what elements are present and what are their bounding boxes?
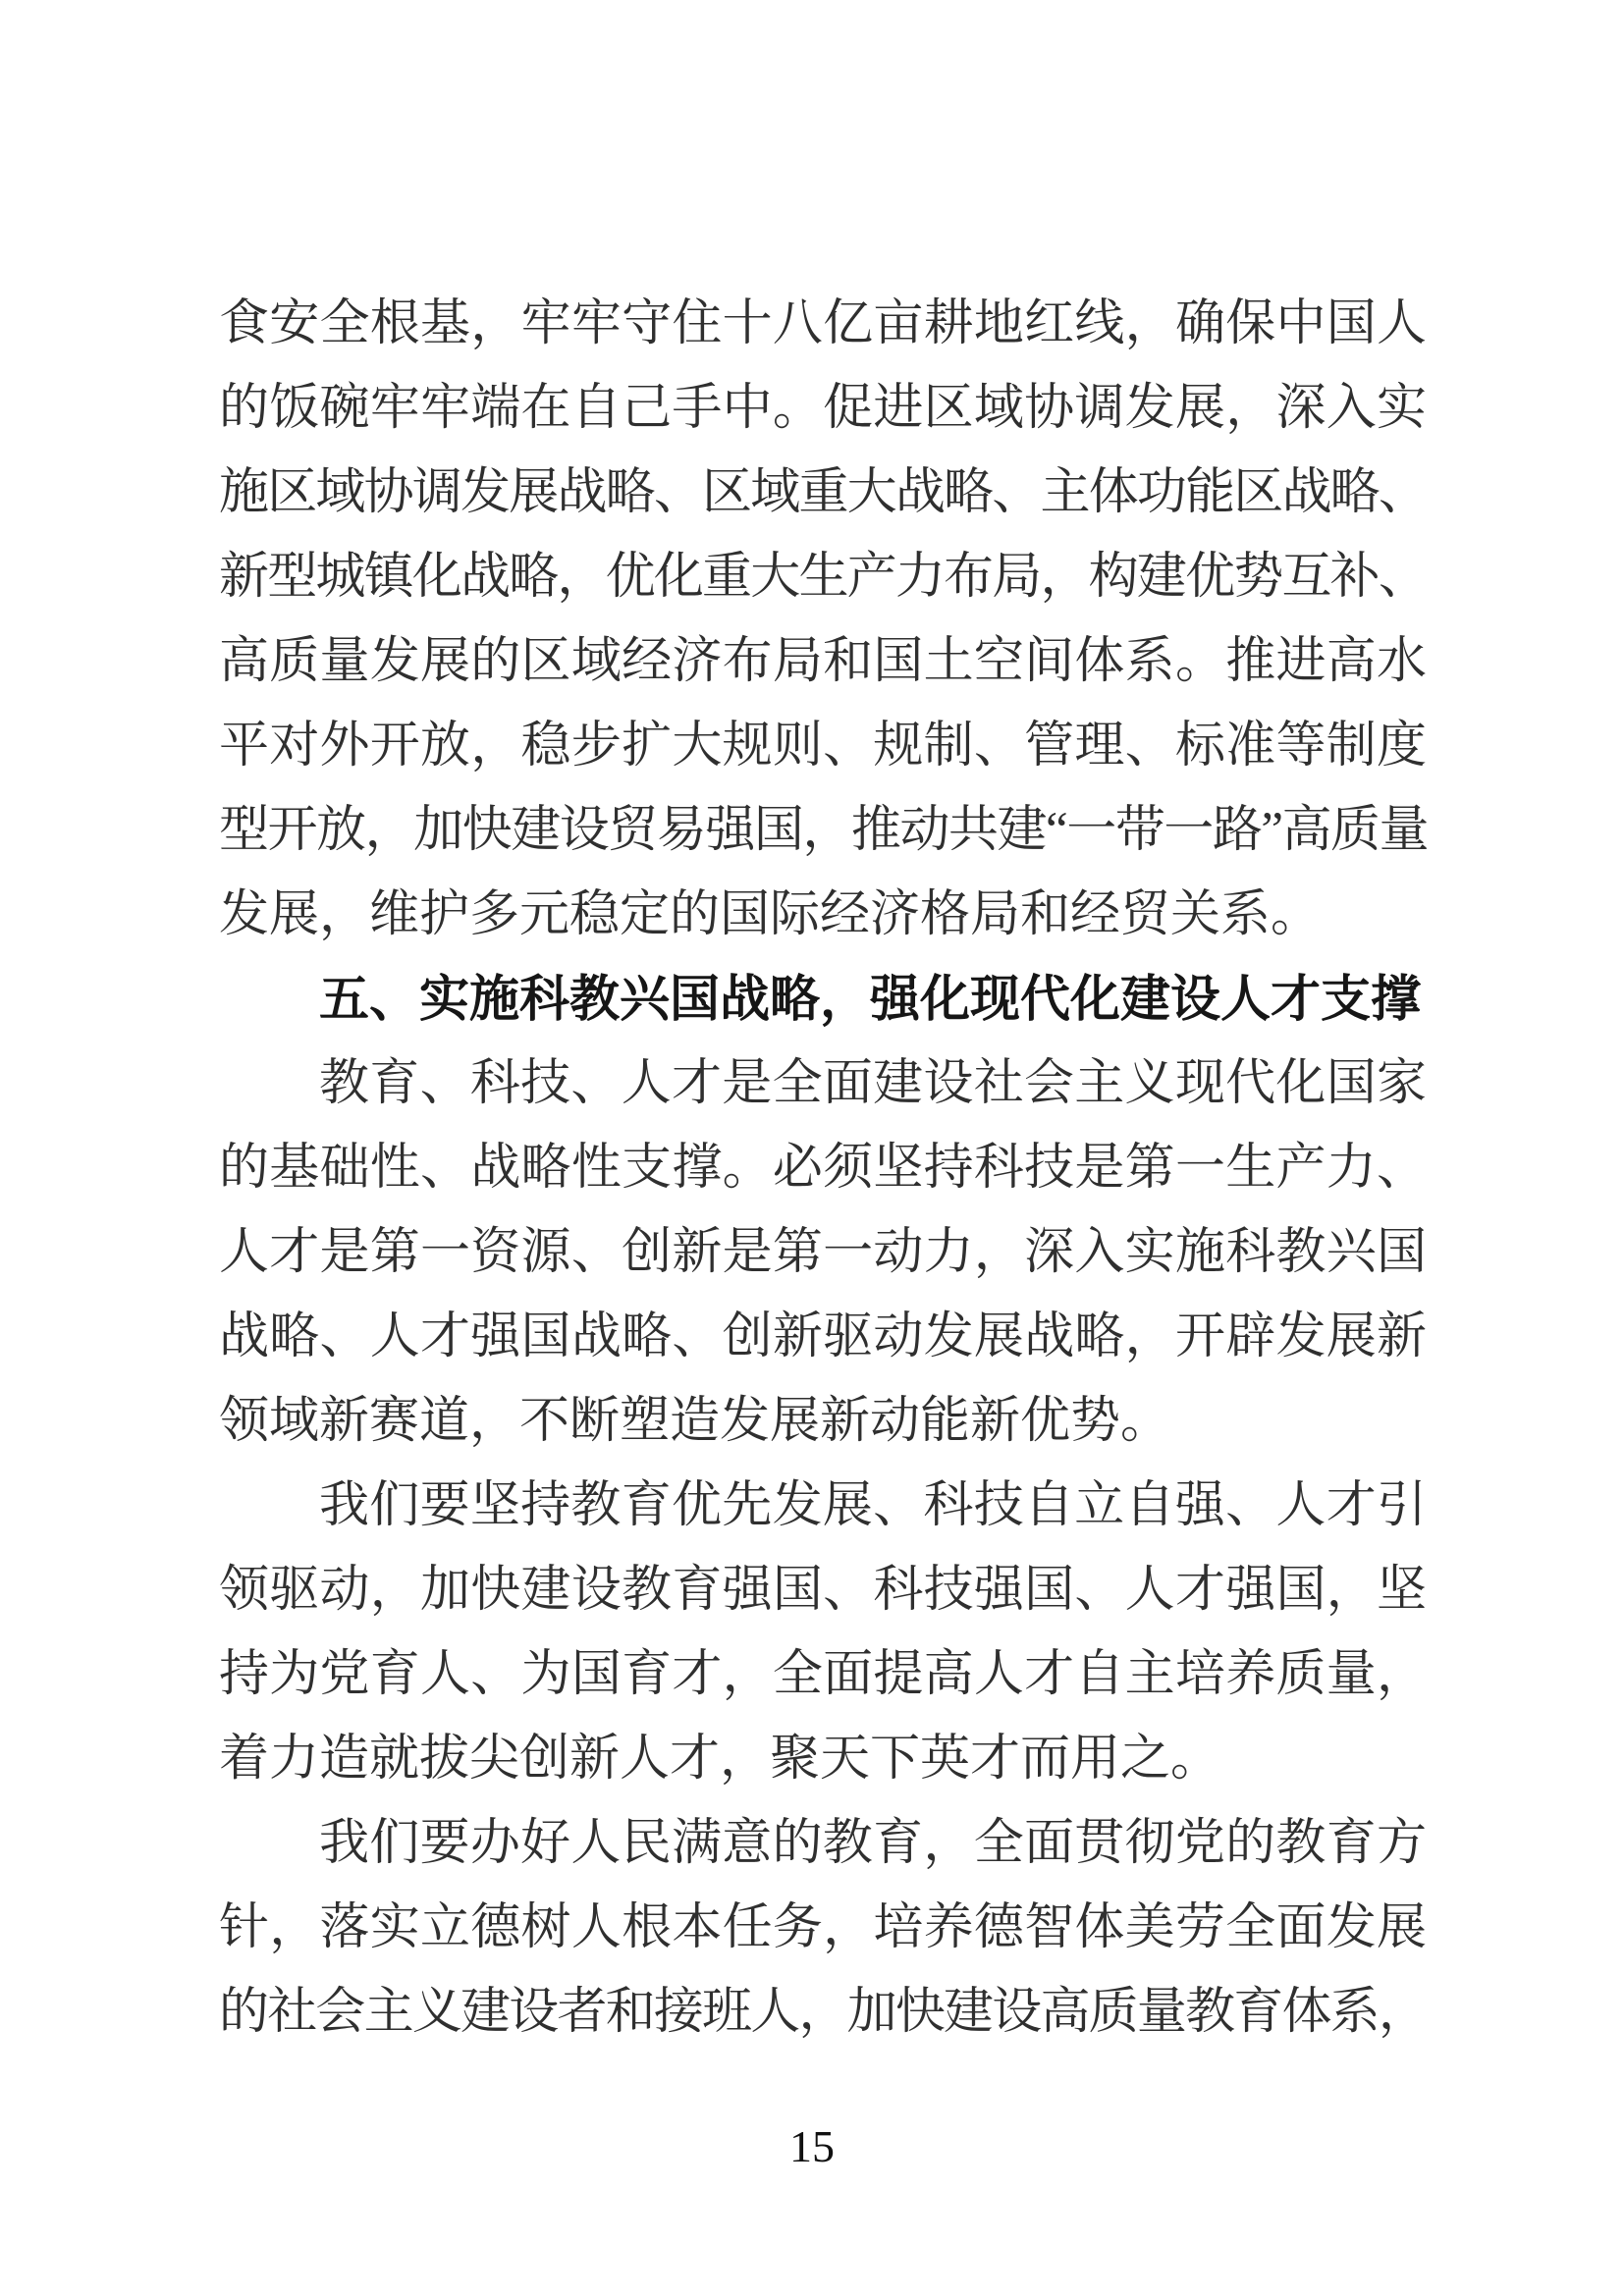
body-line: 着力造就拔尖创新人才，聚天下英才而用之。 (219, 1732, 1221, 1787)
body-line: 我们要坚持教育优先发展、科技自立自强、人才引 (319, 1478, 1427, 1533)
body-line: 人才是第一资源、创新是第一动力，深入实施科教兴国 (219, 1225, 1427, 1280)
body-line: 领域新赛道，不断塑造发展新动能新优势。 (219, 1394, 1171, 1449)
section-heading: 五、实施科教兴国战略，强化现代化建设人才支撑 (319, 971, 1422, 1027)
body-line: 型开放，加快建设贸易强国，推动共建“一带一路”高质量 (219, 803, 1427, 858)
page-number: 15 (789, 2121, 835, 2171)
body-line: 平对外开放，稳步扩大规则、规制、管理、标准等制度 (219, 719, 1427, 774)
body-line: 食安全根基，牢牢守住十八亿亩耕地红线，确保中国人 (219, 296, 1427, 351)
body-line: 的饭碗牢牢端在自己手中。促进区域协调发展，深入实 (219, 381, 1427, 436)
body-line: 针，落实立德树人根本任务，培养德智体美劳全面发展 (219, 1900, 1427, 1955)
body-line: 领驱动，加快建设教育强国、科技强国、人才强国，坚 (219, 1563, 1427, 1618)
body-line: 我们要办好人民满意的教育，全面贯彻党的教育方 (319, 1816, 1427, 1871)
body-line: 的社会主义建设者和接班人，加快建设高质量教育体系， (219, 1985, 1427, 2040)
body-line: 施区域协调发展战略、区域重大战略、主体功能区战略、 (219, 465, 1427, 520)
body-line: 新型城镇化战略，优化重大生产力布局，构建优势互补、 (219, 550, 1427, 605)
body-line: 的基础性、战略性支撑。必须坚持科技是第一生产力、 (219, 1141, 1427, 1196)
body-line: 战略、人才强国战略、创新驱动发展战略，开辟发展新 (219, 1309, 1427, 1364)
body-line: 持为党育人、为国育才，全面提高人才自主培养质量， (219, 1647, 1427, 1702)
body-line: 发展，维护多元稳定的国际经济格局和经贸关系。 (219, 887, 1322, 942)
body-line: 教育、科技、人才是全面建设社会主义现代化国家 (319, 1056, 1427, 1111)
body-line: 高质量发展的区域经济布局和国土空间体系。推进高水 (219, 634, 1427, 689)
text-block (219, 282, 1427, 2055)
